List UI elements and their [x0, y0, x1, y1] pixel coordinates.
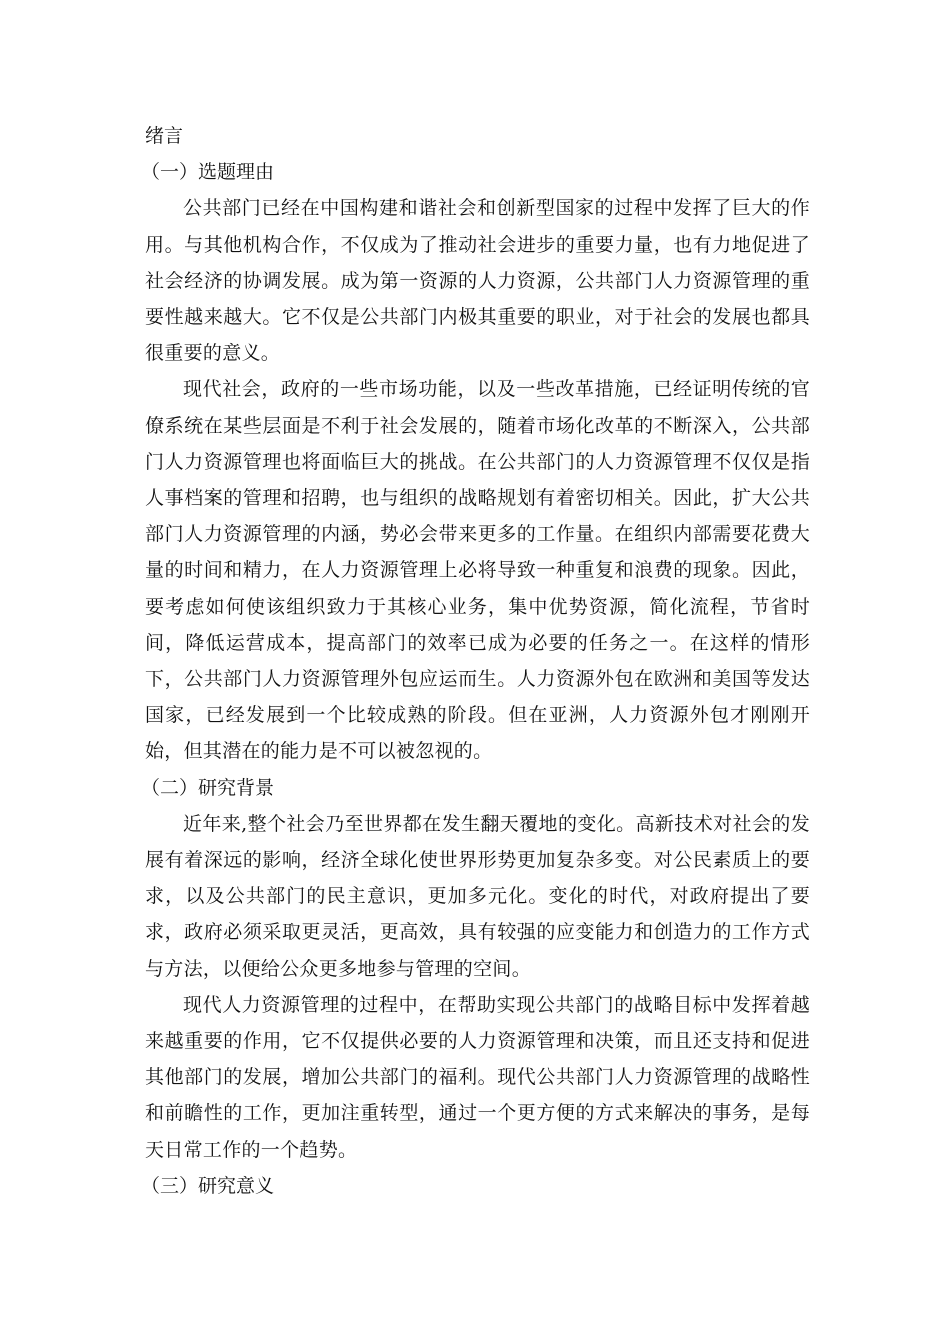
paragraph: 现代社会，政府的一些市场功能，以及一些改革措施，已经证明传统的官僚系统在某些层面是不利于社会发展的，随着市场化改革的不断深入，公共部门人力资源管理也将面临巨大的挑战。在公共部门的人力资源管理不仅仅是指人事档案的管理和招聘，也与组织的战略规划有着密切相关。因此，扩大公共部门人力资源管理的内涵，势必会带来更多的工作量。在组织内部需要花费大量的时间和精力，在人力资源管理上必将导致一种重复和浪费的现象。因此，要考虑如何使该组织致力于其核心业务，集中优势资源，简化流程，节省时间，降低运营成本，提高部门的效率已成为必要的任务之一。在这样的情形下，公共部门人力资源管理外包应运而生。人力资源外包在欧洲和美国等发达国家，已经发展到一个比较成熟的阶段。但在亚洲，人力资源外包才刚刚开始，但其潜在的能力是不可以被忽视的。	[145, 378, 810, 763]
section-heading-research-background: （二）研究背景	[141, 776, 275, 799]
section-heading-research-significance: （三）研究意义	[141, 1174, 275, 1197]
section-heading-topic-reason: （一）选题理由	[141, 161, 275, 184]
document-title: 绪言	[145, 125, 184, 147]
paragraph: 现代人力资源管理的过程中，在帮助实现公共部门的战略目标中发挥着越来越重要的作用，它不仅提供必要的人力资源管理和决策，而且还支持和促进其他部门的发展，增加公共部门的福利。现代公共部门人力资源管理的战略性和前瞻性的工作，更加注重转型，通过一个更方便的方式来解决的事务，是每天日常工作的一个趋势。	[145, 993, 810, 1161]
document-body	[141, 118, 810, 1204]
paragraph: 公共部门已经在中国构建和谐社会和创新型国家的过程中发挥了巨大的作用。与其他机构合作，不仅成为了推动社会进步的重要力量，也有力地促进了社会经济的协调发展。成为第一资源的人力资源，公共部门人力资源管理的重要性越来越大。它不仅是公共部门内极其重要的职业，对于社会的发展也都具很重要的意义。	[145, 197, 810, 365]
paragraph: 近年来,整个社会乃至世界都在发生翻天覆地的变化。高新技术对社会的发展有着深远的影响，经济全球化使世界形势更加复杂多变。对公民素质上的要求，以及公共部门的民主意识，更加多元化。变化的时代，对政府提出了要求，政府必须采取更灵活，更高效，具有较强的应变能力和创造力的工作方式与方法，以便给公众更多地参与管理的空间。	[145, 812, 810, 980]
